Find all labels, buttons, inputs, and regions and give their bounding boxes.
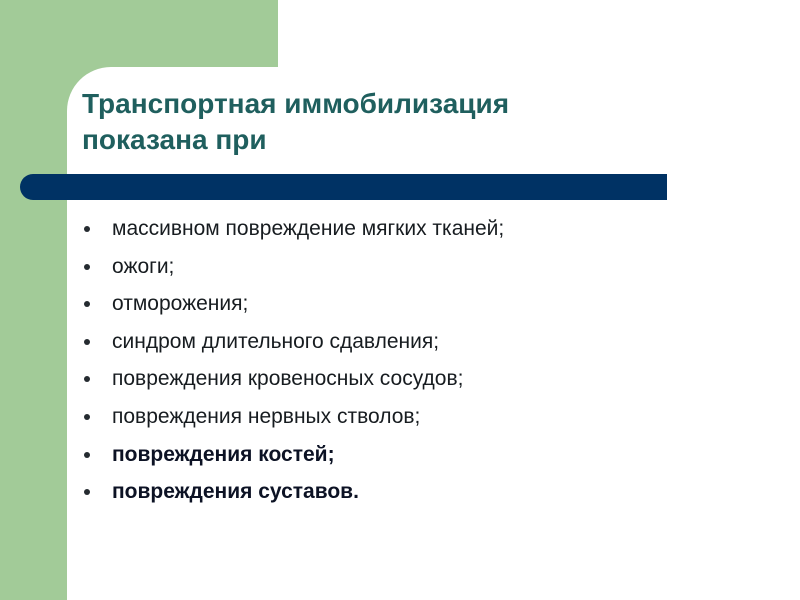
bullet-text: повреждения кровеносных сосудов; xyxy=(112,367,464,391)
bullet-item xyxy=(80,289,680,327)
title-line-1: Транспортная иммобилизация xyxy=(82,88,510,119)
bullet-dot-icon xyxy=(84,226,90,232)
bullet-text: повреждения костей; xyxy=(112,442,335,466)
bullet-item xyxy=(80,402,680,440)
bullet-list xyxy=(80,214,680,515)
title-divider-bar xyxy=(20,174,667,200)
bullet-item-bold xyxy=(80,440,680,478)
bullet-item xyxy=(80,252,680,290)
bullet-item-bold xyxy=(80,477,680,515)
bullet-dot-icon xyxy=(84,452,90,458)
bullet-text: ожоги; xyxy=(112,254,175,278)
bullet-dot-icon xyxy=(84,489,90,495)
bullet-dot-icon xyxy=(84,376,90,382)
bullet-dot-icon xyxy=(84,301,90,307)
bullet-dot-icon xyxy=(84,264,90,270)
bullet-text: отморожения; xyxy=(112,292,249,316)
bullet-dot-icon xyxy=(84,339,90,345)
bullet-dot-icon xyxy=(84,414,90,420)
bullet-text: повреждения суставов. xyxy=(112,480,359,504)
title-line-2: показана при xyxy=(82,124,267,155)
bullet-text: массивном повреждение мягких тканей; xyxy=(112,217,505,240)
bullet-item xyxy=(80,327,680,365)
bullet-text: синдром длительного сдавления; xyxy=(112,329,440,353)
bullet-text: повреждения нервных стволов; xyxy=(112,404,421,428)
bullet-item xyxy=(80,214,680,252)
slide-title xyxy=(82,86,682,158)
bullet-item xyxy=(80,364,680,402)
